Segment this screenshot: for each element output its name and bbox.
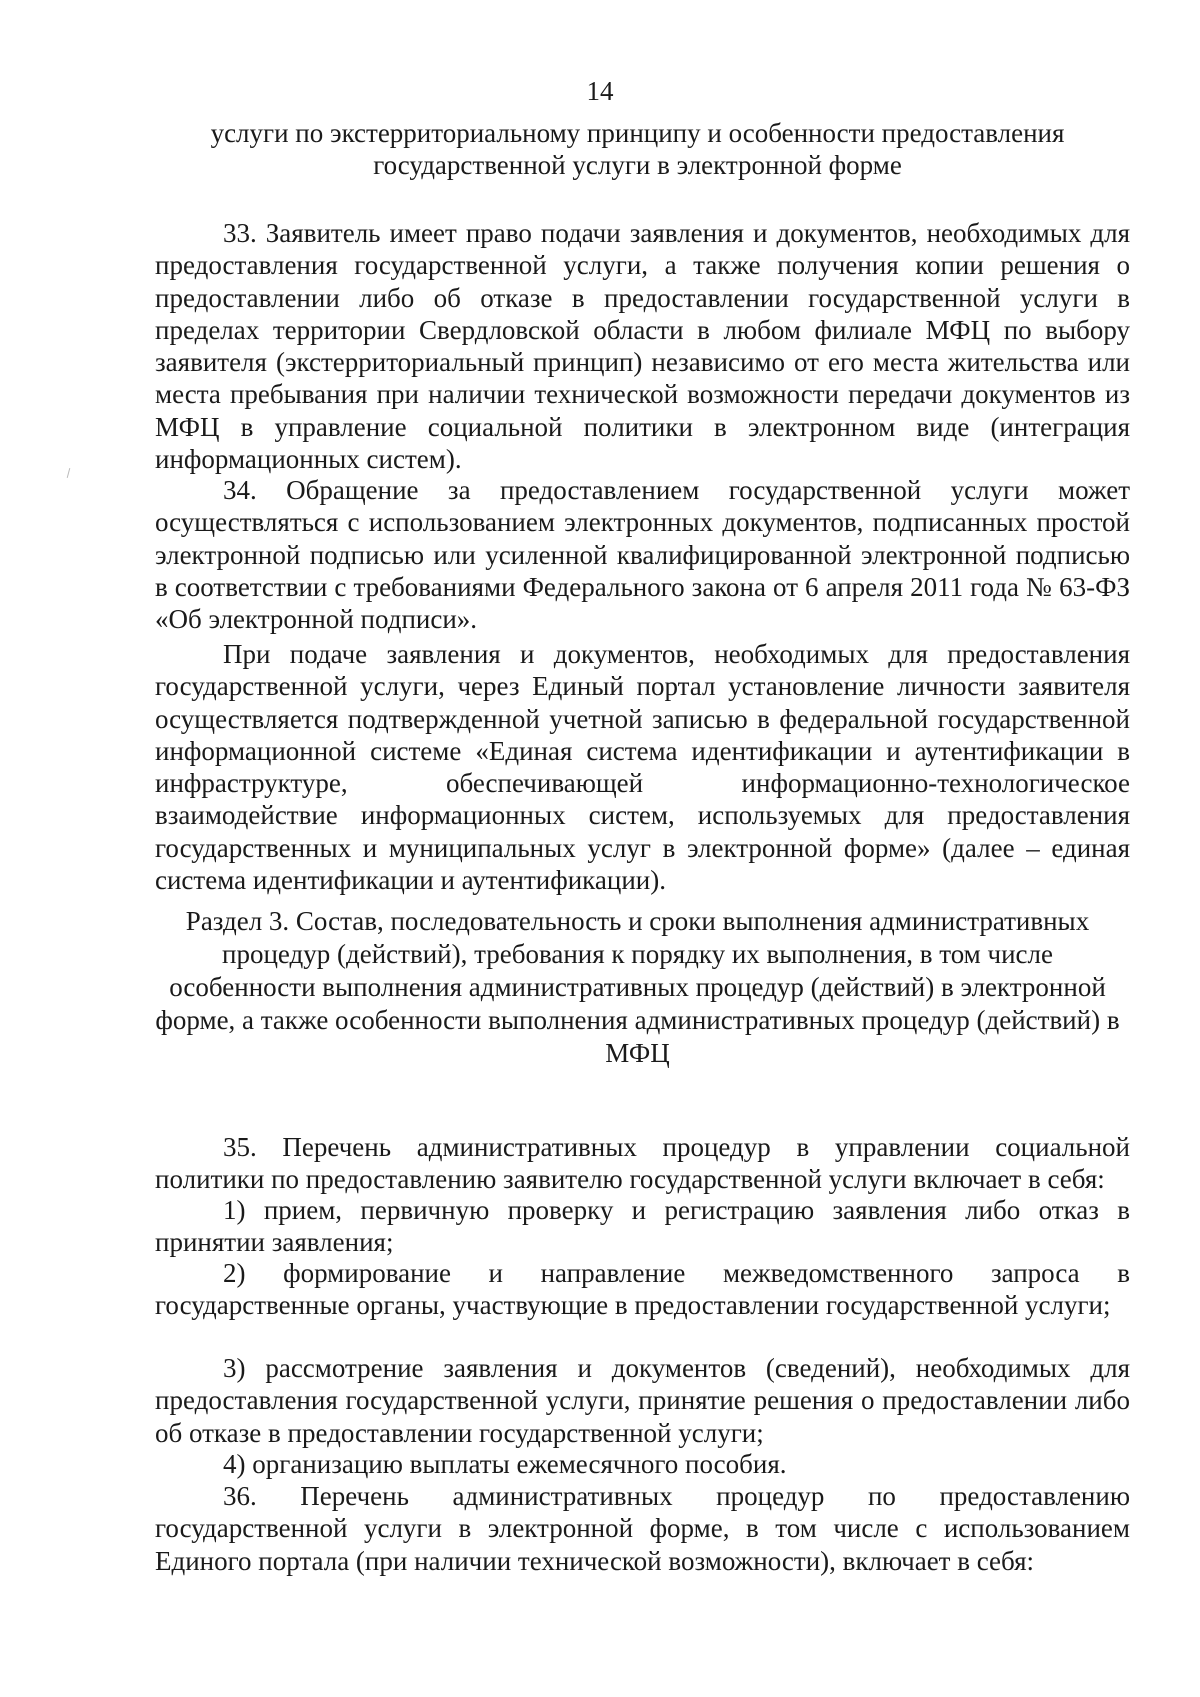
list-item-1: 1) прием, первичную проверку и регистрацию заявления либо отказ в принятии заявления; — [155, 1195, 1130, 1258]
heading-continuation: услуги по экстерриториальному принципу и особенности предоставления государственной услуги в электронной форме — [210, 118, 1065, 180]
scan-artifact — [67, 468, 71, 478]
section-3-heading: Раздел 3. Состав, последовательность и сроки выполнения административных процедур (действий), требования к порядку их выполнения, в том числе особенности выполнения административных процедур (действий) в электронной форме, а также особенности выполнения административных процедур (действий) в МФЦ — [155, 906, 1120, 1068]
paragraph-36: 36. Перечень административных процедур по предоставлению государственной услуги в электронной форме, в том числе с использованием Единого портала (при наличии технической возможности), включает в себя: — [155, 1481, 1130, 1576]
paragraph-33: 33. Заявитель имеет право подачи заявления и документов, необходимых для предоставления государственной услуги, а также получения копии решения о предоставлении либо об отказе в предоставлении государственной услуги в пределах территории Свердловской области в любом филиале МФЦ по выбору заявителя (экстерриториальный принцип) независимо от его места жительства или места пребывания при наличии технической возможности передачи документов из МФЦ в управление социальной политики в электронном виде (интеграция информационных систем). — [155, 218, 1130, 475]
list-item-3: 3) рассмотрение заявления и документов (сведений), необходимых для предоставления государственной услуги, принятие решения о предоставлении либо об отказе в предоставлении государственной услуги; — [155, 1353, 1130, 1448]
list-item-4: 4) организацию выплаты ежемесячного пособия. — [223, 1449, 787, 1479]
paragraph-35: 35. Перечень административных процедур в управлении социальной политики по предоставлению заявителю государственной услуги включает в себя: — [155, 1132, 1130, 1195]
list-item-2: 2) формирование и направление межведомственного запроса в государственные органы, участвующие в предоставлении государственной услуги; — [155, 1258, 1130, 1321]
page-number: 14 — [586, 76, 614, 106]
paragraph-34: 34. Обращение за предоставлением государственной услуги может осуществляться с использованием электронных документов, подписанных простой электронной подписью или усиленной квалифицированной электронной подписью в соответствии с требованиями Федерального закона от 6 апреля 2011 года № 63-ФЗ «Об электронной подписи». — [155, 475, 1130, 635]
paragraph-portal-identification: При подаче заявления и документов, необходимых для предоставления государственной услуги, через Единый портал установление личности заявителя осуществляется подтвержденной учетной записью в федеральной государственной информационной системе «Единая система идентификации и аутентификации в инфраструктуре, обеспечивающей информационно-технологическое взаимодействие информационных систем, используемых для предоставления государственных и муниципальных услуг в электронной форме» (далее – единая система идентификации и аутентификации). — [155, 639, 1130, 896]
